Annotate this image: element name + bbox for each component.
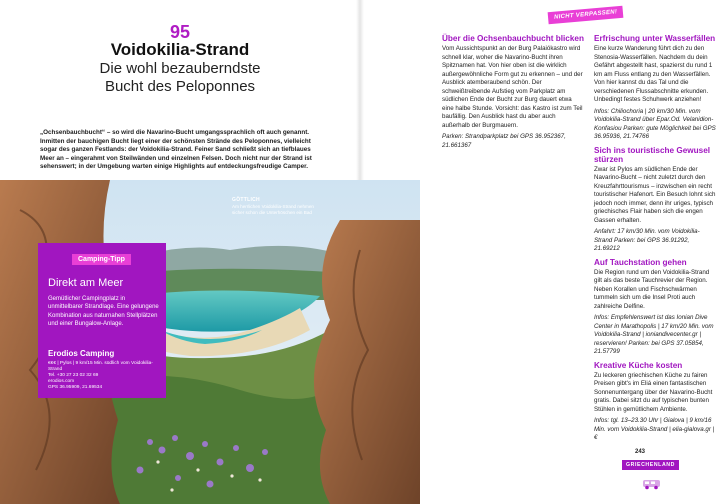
camping-description: Gemütlicher Campingplatz in unmittelbarer Strandlage. Eine gelungene Kombination aus naturnahen Stellplätzen und einer Bungalow-Anlage. [48,296,159,328]
section-title: Über die Ochsenbauchbucht blicken [442,34,584,43]
page-number: 243 [634,449,645,455]
photo-caption-text: Am herrlichen Voidokilia-Strand nehmen sicher schon die Unterhöschen ein Bad [232,204,314,215]
section-info: Parken: Strandparkplatz bei GPS 36.952367, 21.661367 [442,133,566,149]
campsite-phone: Tel. +30 27 23 02 32 69 [48,373,99,378]
section-text: Die Region rund um den Voidokilia-Strand gilt als das beste Tauchrevier der Region. Neben Korallen und Fischschwärmen tummeln sich um die Insel Proti auch zahlreiche Delfine. [594,268,710,310]
camping-title: Direkt am Meer [48,277,124,289]
section-title: Auf Tauchstation gehen [594,257,687,267]
camping-tip-box [38,243,166,398]
section-text: Zu leckeren griechischen Küche zu fairen Preisen gibt's im Eliá einen fantastischen Sonnenuntergang über der Navarino-Bucht gratis. Dabei sitzt du auf typischen bunten Stühlen in gemütlichem Ambiente. [594,371,713,413]
section-info: Infos: Empfehlenswert ist das Ionian Dive Center in Marathopolis | 17 km/20 Min. vom Voidokilia-Strand | ioniandivecenter.gr | reservieren! Parken: bei GPS 37.05854, 21.57799 [594,314,714,355]
campsite-gps: GPS 36.95909, 21.69534 [48,385,103,390]
camping-tip-tag: Camping-Tipp [72,254,131,265]
section-info: Infos: Chiliochoria | 20 km/30 Min. vom Voidokilia-Strand über Epar.Od. Velanidion-Konfasiou Parken: gute Möglichkeit bei GPS 36.95936, 21.74766 [594,107,716,140]
column-a [442,34,584,153]
section-text: Zwar ist Pylos am südlichen Ende der Navarino-Bucht – nicht zuletzt durch den Kreuzfahrttourismus – inzwischen ein recht touristischer Hafenort. Ein Besuch lohnt sich jedoch noch immer, denn ihr uriges, typisch griechisches Flair haben sich die engen Gassen erhalten. [594,165,716,224]
column-b [594,34,716,446]
section-text: Vom Aussichtspunkt an der Burg Palaiókastro wird schnell klar, woher die Navarino-Bucht ihren Spitznamen hat. Von hier oben ist die wirklich außergewöhnliche Form gut zu erkennen – und der Ausblick atemberaubend schön. Der schweißtreibende Aufstieg vom Parkplatz am südlichen Ende der Bucht zur Burg dauert etwa eine halbe Stunde. Vorsicht: das Kastro ist zum Teil baufällig. Den Ausblick hast du aber auch außerhalb der Burgmauern. [442,45,583,129]
section-text: Eine kurze Wanderung führt dich zu den Stenosia-Wasserfällen. Nachdem du dein Gefährt abgestellt hast, spazierst du rund 1 km am Fluss entlang zu den Wasserfällen. Von hier kannst du das Tal und die verschiedenen Flussabschnitte erkunden. Unbedingt festes Schuhwerk anziehen! [594,45,713,103]
section-title: Erfrischung unter Wasserfällen [594,34,716,43]
campsite-website: erodios.com [48,379,75,384]
page-title: Voidokilia-Strand [110,40,250,59]
chapter-number: 95 [169,22,191,42]
lead-paragraph: „Ochsenbauchbucht“ – so wird die Navarino-Bucht umgangssprachlich oft auch genannt. Inmitten der bauchigen Bucht liegt einer der schönsten Strände des Peloponnes, vielleicht sogar des ganzen Festlands: der Voidokilia-Strand. Feiner Sand schließt sich an tiefblaues Meer an – eingerahmt von Steilwänden und einzelnen Felsen. Doch nicht nur der Strand ist sehenswert; in der Umgebung warten einige Highlights auf entdeckungsfreudige Camper. [40,129,312,171]
camper-van-icon [642,478,662,490]
section-label: GRIECHENLAND [622,460,679,470]
campsite-location: €€€ | Pylos | 9 km/15 Min. südlich vom Voidokilia-Strand [48,361,153,372]
campsite-name: Erodios Camping [48,349,115,358]
subtitle-line-1: Die wohl bezauberndste [99,60,261,77]
not-to-miss-badge: NICHT VERPASSEN! [548,6,624,25]
section-title: Sich ins touristische Gewusel stürzen [594,145,711,164]
campsite-info [48,361,162,391]
section-title: Kreative Küche kosten [594,360,683,370]
section-info: Infos: tgl. 13–23.30 Uhr | Gialova | 9 km/16 Min. vom Voidokilia-Strand | elia-gialova.gr | € [594,417,715,441]
subtitle-line-2: Bucht des Peloponnes [104,78,256,95]
photo-caption-label: GÖTTLICH [232,197,260,203]
section-info: Anfahrt: 17 km/30 Min. vom Voidokilia-Strand Parken: bei GPS 36.91292, 21.69212 [594,228,700,252]
